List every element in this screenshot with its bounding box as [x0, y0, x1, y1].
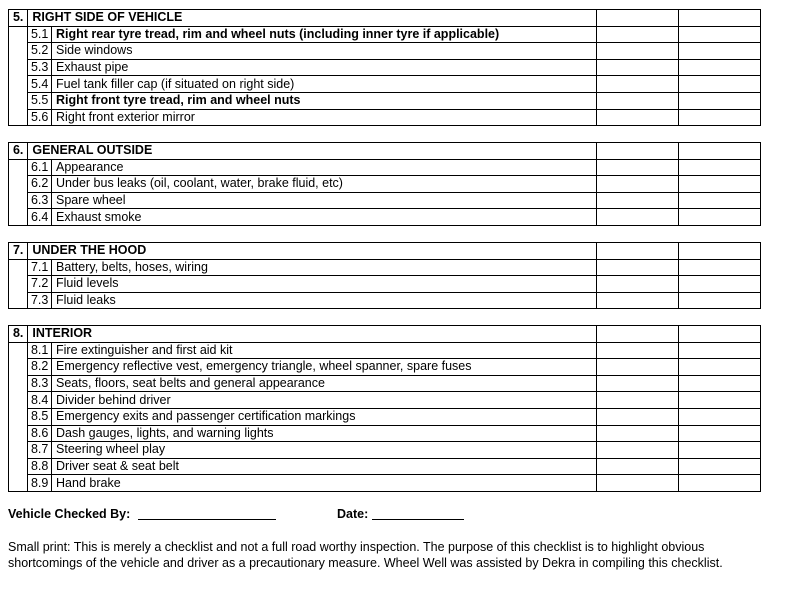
- check-cell-b[interactable]: [679, 475, 761, 492]
- check-cell-a[interactable]: [597, 92, 679, 109]
- check-cell-a[interactable]: [597, 326, 679, 343]
- section-header-row: [9, 10, 761, 27]
- item-description: Right front tyre tread, rim and wheel nuts: [52, 92, 597, 109]
- item-description: Battery, belts, hoses, wiring: [52, 259, 597, 276]
- item-description: Divider behind driver: [52, 392, 597, 409]
- check-cell-b[interactable]: [679, 59, 761, 76]
- item-description: Fuel tank filler cap (if situated on right side): [52, 76, 597, 93]
- check-cell-a[interactable]: [597, 458, 679, 475]
- item-description: Dash gauges, lights, and warning lights: [52, 425, 597, 442]
- section-header-row: [9, 243, 761, 260]
- indent-cell: [9, 342, 28, 359]
- item-description: Driver seat & seat belt: [52, 458, 597, 475]
- item-number: 6.2: [28, 176, 52, 193]
- check-cell-a[interactable]: [597, 259, 679, 276]
- check-cell-a[interactable]: [597, 192, 679, 209]
- table-row: [9, 59, 761, 76]
- indent-cell: [9, 425, 28, 442]
- check-cell-a[interactable]: [597, 159, 679, 176]
- check-cell-a[interactable]: [597, 408, 679, 425]
- check-cell-b[interactable]: [679, 176, 761, 193]
- item-number: 8.1: [28, 342, 52, 359]
- check-cell-b[interactable]: [679, 375, 761, 392]
- item-description: Emergency exits and passenger certification markings: [52, 408, 597, 425]
- check-cell-a[interactable]: [597, 392, 679, 409]
- section-number: 5.: [9, 10, 28, 27]
- item-number: 8.9: [28, 475, 52, 492]
- indent-cell: [9, 259, 28, 276]
- indent-cell: [9, 375, 28, 392]
- item-description: Side windows: [52, 43, 597, 60]
- section-title: RIGHT SIDE OF VEHICLE: [28, 10, 597, 27]
- table-row: [9, 425, 761, 442]
- indent-cell: [9, 176, 28, 193]
- indent-cell: [9, 292, 28, 309]
- table-row: [9, 109, 761, 126]
- date-field: [337, 507, 464, 521]
- table-row: [9, 92, 761, 109]
- table-row: [9, 392, 761, 409]
- indent-cell: [9, 209, 28, 226]
- item-description: Fluid levels: [52, 276, 597, 293]
- indent-cell: [9, 408, 28, 425]
- check-cell-a[interactable]: [597, 342, 679, 359]
- item-number: 5.3: [28, 59, 52, 76]
- item-number: 8.6: [28, 425, 52, 442]
- item-description: Exhaust pipe: [52, 59, 597, 76]
- check-cell-a[interactable]: [597, 143, 679, 160]
- item-description: Under bus leaks (oil, coolant, water, brake fluid, etc): [52, 176, 597, 193]
- item-description: Steering wheel play: [52, 442, 597, 459]
- check-cell-a[interactable]: [597, 425, 679, 442]
- table-row: [9, 76, 761, 93]
- item-number: 7.1: [28, 259, 52, 276]
- item-description: Fluid leaks: [52, 292, 597, 309]
- section-number: 6.: [9, 143, 28, 160]
- item-number: 7.3: [28, 292, 52, 309]
- table-row: [9, 259, 761, 276]
- section-header-row: [9, 143, 761, 160]
- item-number: 8.4: [28, 392, 52, 409]
- table-row: [9, 408, 761, 425]
- check-cell-a[interactable]: [597, 26, 679, 43]
- check-cell-b[interactable]: [679, 392, 761, 409]
- item-number: 5.5: [28, 92, 52, 109]
- small-print: Small print: This is merely a checklist and not a full road worthy inspection. The purpose of this checklist is to highlight obvious shortcomings of the vehicle and driver as a precautionary measure. Wheel Well was assisted by Dekra in compiling this checklist.: [8, 540, 723, 570]
- indent-cell: [9, 475, 28, 492]
- check-cell-b[interactable]: [679, 109, 761, 126]
- check-cell-b[interactable]: [679, 159, 761, 176]
- table-row: [9, 209, 761, 226]
- check-cell-b[interactable]: [679, 442, 761, 459]
- check-cell-b[interactable]: [679, 342, 761, 359]
- table-row: [9, 43, 761, 60]
- item-number: 8.8: [28, 458, 52, 475]
- check-cell-b[interactable]: [679, 143, 761, 160]
- indent-cell: [9, 442, 28, 459]
- item-number: 6.1: [28, 159, 52, 176]
- item-description: Fire extinguisher and first aid kit: [52, 342, 597, 359]
- item-number: 5.1: [28, 26, 52, 43]
- check-cell-b[interactable]: [679, 326, 761, 343]
- section-general-outside: [8, 142, 761, 226]
- check-cell-a[interactable]: [597, 475, 679, 492]
- check-cell-b[interactable]: [679, 276, 761, 293]
- item-number: 6.4: [28, 209, 52, 226]
- item-number: 5.6: [28, 109, 52, 126]
- section-number: 8.: [9, 326, 28, 343]
- section-number: 7.: [9, 243, 28, 260]
- date-label: Date:: [337, 507, 369, 521]
- table-row: [9, 159, 761, 176]
- check-cell-a[interactable]: [597, 209, 679, 226]
- table-row: [9, 26, 761, 43]
- check-cell-a[interactable]: [597, 442, 679, 459]
- check-cell-a[interactable]: [597, 276, 679, 293]
- indent-cell: [9, 359, 28, 376]
- check-cell-a[interactable]: [597, 292, 679, 309]
- check-cell-b[interactable]: [679, 209, 761, 226]
- item-number: 8.5: [28, 408, 52, 425]
- section-title: INTERIOR: [28, 326, 597, 343]
- section-title: GENERAL OUTSIDE: [28, 143, 597, 160]
- item-description: Spare wheel: [52, 192, 597, 209]
- section-header-row: [9, 326, 761, 343]
- table-row: [9, 375, 761, 392]
- table-row: [9, 292, 761, 309]
- item-description: Right front exterior mirror: [52, 109, 597, 126]
- check-cell-b[interactable]: [679, 92, 761, 109]
- section-title: UNDER THE HOOD: [28, 243, 597, 260]
- indent-cell: [9, 92, 28, 109]
- item-number: 5.4: [28, 76, 52, 93]
- table-row: [9, 276, 761, 293]
- item-description: Right rear tyre tread, rim and wheel nuts (including inner tyre if applicable): [52, 26, 597, 43]
- indent-cell: [9, 276, 28, 293]
- table-row: [9, 176, 761, 193]
- check-cell-b[interactable]: [679, 292, 761, 309]
- check-cell-b[interactable]: [679, 458, 761, 475]
- table-row: [9, 442, 761, 459]
- vehicle-checked-by: [8, 507, 276, 521]
- check-cell-a[interactable]: [597, 59, 679, 76]
- indent-cell: [9, 159, 28, 176]
- item-number: 8.2: [28, 359, 52, 376]
- check-cell-b[interactable]: [679, 76, 761, 93]
- check-cell-b[interactable]: [679, 243, 761, 260]
- indent-cell: [9, 109, 28, 126]
- item-description: Appearance: [52, 159, 597, 176]
- indent-cell: [9, 192, 28, 209]
- item-number: 5.2: [28, 43, 52, 60]
- check-cell-a[interactable]: [597, 76, 679, 93]
- check-cell-b[interactable]: [679, 408, 761, 425]
- item-number: 8.3: [28, 375, 52, 392]
- item-number: 8.7: [28, 442, 52, 459]
- item-description: Emergency reflective vest, emergency triangle, wheel spanner, spare fuses: [52, 359, 597, 376]
- table-row: [9, 475, 761, 492]
- indent-cell: [9, 43, 28, 60]
- section-interior: [8, 325, 761, 492]
- item-description: Seats, floors, seat belts and general appearance: [52, 375, 597, 392]
- check-cell-b[interactable]: [679, 192, 761, 209]
- check-cell-b[interactable]: [679, 425, 761, 442]
- check-cell-b[interactable]: [679, 259, 761, 276]
- indent-cell: [9, 392, 28, 409]
- section-right-side: [8, 9, 761, 126]
- table-row: [9, 192, 761, 209]
- check-cell-a[interactable]: [597, 375, 679, 392]
- item-number: 7.2: [28, 276, 52, 293]
- date-line[interactable]: [372, 519, 464, 520]
- item-number: 6.3: [28, 192, 52, 209]
- table-row: [9, 359, 761, 376]
- indent-cell: [9, 26, 28, 43]
- check-cell-b[interactable]: [679, 10, 761, 27]
- indent-cell: [9, 59, 28, 76]
- checked-by-line[interactable]: [138, 519, 276, 520]
- table-row: [9, 342, 761, 359]
- section-under-the-hood: [8, 242, 761, 309]
- check-cell-a[interactable]: [597, 243, 679, 260]
- indent-cell: [9, 76, 28, 93]
- check-cell-a[interactable]: [597, 43, 679, 60]
- check-cell-b[interactable]: [679, 26, 761, 43]
- check-cell-a[interactable]: [597, 176, 679, 193]
- check-cell-a[interactable]: [597, 359, 679, 376]
- check-cell-a[interactable]: [597, 10, 679, 27]
- check-cell-b[interactable]: [679, 359, 761, 376]
- checked-by-label: Vehicle Checked By:: [8, 507, 131, 521]
- table-row: [9, 458, 761, 475]
- item-description: Hand brake: [52, 475, 597, 492]
- check-cell-a[interactable]: [597, 109, 679, 126]
- check-cell-b[interactable]: [679, 43, 761, 60]
- item-description: Exhaust smoke: [52, 209, 597, 226]
- indent-cell: [9, 458, 28, 475]
